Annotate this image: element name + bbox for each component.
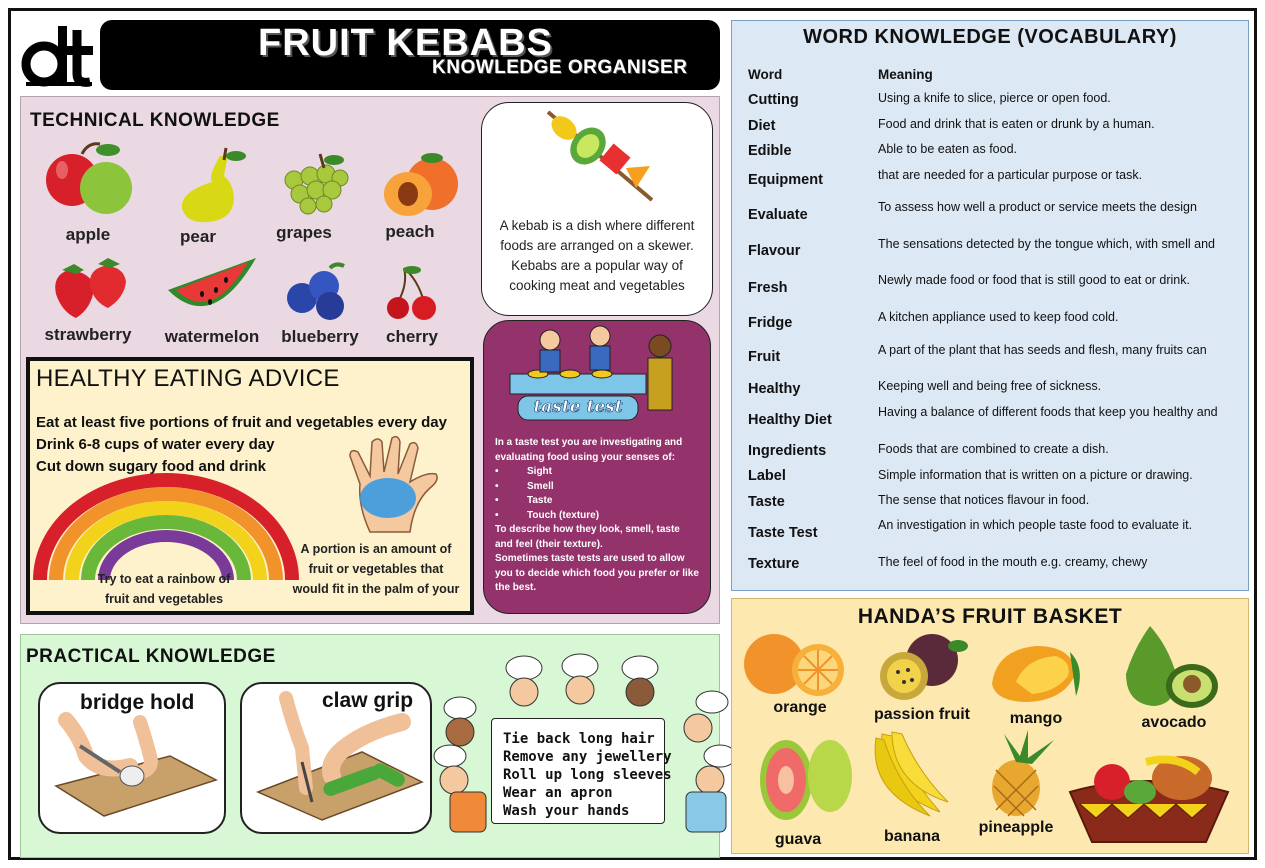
vocab-word: Evaluate xyxy=(748,207,808,223)
page-title: FRUIT KEBABS xyxy=(258,22,553,64)
vocab-meaning: Able to be eaten as food. xyxy=(878,142,1017,156)
fruit-label-mango: mango xyxy=(1009,710,1063,727)
kebab-skewer-icon xyxy=(540,108,670,204)
fruit-label-passion-fruit: passion fruit xyxy=(873,706,970,723)
hygiene-rules-list xyxy=(503,730,672,820)
fruit-basket-icon xyxy=(1066,748,1232,848)
fruit-label-banana: banana xyxy=(883,828,940,845)
healthy-advice-line: Eat at least five portions of fruit and vegetables every day xyxy=(36,414,447,431)
peach-icon xyxy=(380,150,464,220)
orange-icon xyxy=(742,630,848,698)
vocab-meaning: The sensations detected by the tongue which, with smell and xyxy=(878,237,1216,251)
cherry-icon xyxy=(384,264,444,322)
vocab-meaning: The sense that notices flavour in food. xyxy=(878,493,1090,507)
taste-test-intro: In a taste test you are investigating and evaluating food using your senses of: xyxy=(495,437,683,463)
hygiene-rule: Wash your hands xyxy=(503,803,630,819)
practical-heading: PRACTICAL KNOWLEDGE xyxy=(26,646,276,667)
fruit-label-avocado: avocado xyxy=(1141,714,1207,731)
vocab-word: Equipment xyxy=(748,172,823,188)
vocab-word: Cutting xyxy=(748,92,799,108)
vocab-meaning: Keeping well and being free of sickness. xyxy=(878,379,1102,393)
vocab-word: Ingredients xyxy=(748,443,827,459)
technical-heading: TECHNICAL KNOWLEDGE xyxy=(30,110,280,131)
vocab-word: Taste Test xyxy=(748,525,818,541)
vocab-meaning: Using a knife to slice, pierce or open food. xyxy=(878,91,1111,105)
hygiene-rule: Roll up long sleeves xyxy=(503,767,672,783)
vocab-word: Label xyxy=(748,468,786,484)
healthy-heading: HEALTHY EATING ADVICE xyxy=(36,365,340,392)
sense-item: • Smell xyxy=(495,480,554,492)
vocab-meaning: The feel of food in the mouth e.g. creamy, chewy xyxy=(878,555,1148,569)
avocado-icon xyxy=(1120,618,1220,710)
vocab-meaning: Food and drink that is eaten or drunk by a human. xyxy=(878,117,1155,131)
vocab-word: Fruit xyxy=(748,349,781,365)
blueberry-icon xyxy=(280,262,360,322)
taste-test-banner: taste test xyxy=(533,397,623,417)
hygiene-rule: Tie back long hair xyxy=(503,731,655,747)
hygiene-rule: Remove any jewellery xyxy=(503,749,672,765)
sense-item: • Taste xyxy=(495,495,553,506)
healthy-advice-line: Drink 6-8 cups of water every day xyxy=(36,436,275,453)
strawberry-icon xyxy=(48,258,138,320)
fruit-label-blueberry: blueberry xyxy=(281,327,359,346)
hygiene-rule: Wear an apron xyxy=(503,785,613,801)
claw-grip-icon xyxy=(252,692,428,822)
vocab-word: Fresh xyxy=(748,280,788,296)
kebab-description xyxy=(486,216,708,296)
dt-logo-icon xyxy=(22,20,96,88)
fruit-label-grapes: grapes xyxy=(276,223,332,242)
fruit-label-orange: orange xyxy=(773,699,827,716)
vocab-meaning: To assess how well a product or service meets the design xyxy=(878,200,1197,214)
vocab-meaning: An investigation in which people taste food to evaluate it. xyxy=(878,518,1193,532)
vocab-word: Healthy Diet xyxy=(748,412,832,428)
page-subtitle: KNOWLEDGE ORGANISER xyxy=(432,57,688,78)
taste-test-para: To describe how they look, smell, taste and feel (their texture). xyxy=(495,524,680,550)
rainbow-note: Try to eat a rainbow of fruit and vegetables xyxy=(97,572,231,606)
healthy-advice-line: Cut down sugary food and drink xyxy=(36,458,266,475)
taste-test-text xyxy=(495,436,700,596)
fruit-label-strawberry: strawberry xyxy=(44,325,132,344)
kebab-text-line: A kebab is a dish where different xyxy=(499,218,695,233)
fruit-label-apple: apple xyxy=(65,225,111,244)
vocab-meaning: Foods that are combined to create a dish. xyxy=(878,442,1109,456)
kebab-text-line: cooking meat and vegetables xyxy=(509,278,685,293)
vocab-word: Flavour xyxy=(748,243,801,259)
pineapple-icon xyxy=(980,730,1072,818)
vocab-col-word: Word xyxy=(748,67,783,82)
kebab-text-line: Kebabs are a popular way of xyxy=(511,258,683,273)
bridge-hold-icon xyxy=(50,716,220,826)
vocab-word: Texture xyxy=(748,556,800,572)
grapes-icon xyxy=(276,150,356,220)
claw-grip-label: claw grip xyxy=(322,689,414,712)
vocab-meaning: Having a balance of different foods that keep you healthy and xyxy=(878,405,1218,419)
watermelon-icon xyxy=(164,250,260,322)
guava-icon xyxy=(754,732,858,826)
vocab-word: Taste xyxy=(748,494,785,510)
vocab-meaning: Newly made food or food that is still good to eat or drink. xyxy=(878,273,1190,287)
mango-icon xyxy=(986,638,1090,708)
dt-logo xyxy=(22,20,96,88)
pear-icon xyxy=(168,146,248,224)
fruit-label-pineapple: pineapple xyxy=(978,819,1054,836)
palm-hand-icon xyxy=(340,436,446,536)
handa-heading: HANDA’S FRUIT BASKET xyxy=(857,605,1123,628)
fruit-label-guava: guava xyxy=(774,831,822,848)
vocab-word: Fridge xyxy=(748,315,793,331)
fruit-label-pear: pear xyxy=(180,227,216,246)
fruit-label-watermelon: watermelon xyxy=(164,327,260,346)
fruit-label-peach: peach xyxy=(385,222,435,241)
vocab-word: Edible xyxy=(748,143,792,159)
vocab-word: Healthy xyxy=(748,381,801,397)
bridge-hold-label: bridge hold xyxy=(80,691,195,714)
passion-fruit-icon xyxy=(876,632,968,702)
fruit-label-cherry: cherry xyxy=(386,327,438,346)
kebab-text-line: foods are arranged on a skewer. xyxy=(500,238,694,253)
vocab-word: Diet xyxy=(748,118,776,134)
vocabulary-heading: WORD KNOWLEDGE (VOCABULARY) xyxy=(803,26,1177,48)
apple-icon xyxy=(40,138,140,218)
portion-note: A portion is an amount of fruit or vegetables that would fit in the palm of your xyxy=(292,542,460,596)
sense-item: • Touch (texture) xyxy=(495,509,600,521)
vocab-meaning: A part of the plant that has seeds and flesh, many fruits can xyxy=(878,343,1207,357)
banana-icon xyxy=(870,728,952,818)
chef-hat-icon xyxy=(506,656,542,706)
vocab-meaning: Simple information that is written on a picture or drawing. xyxy=(878,468,1193,482)
taste-test-para: Sometimes taste tests are used to allow you to decide which food you prefer or like the best. xyxy=(495,553,699,593)
vocab-meaning: A kitchen appliance used to keep food cold. xyxy=(878,310,1119,324)
vocab-col-meaning: Meaning xyxy=(878,67,933,82)
vocab-meaning: that are needed for a particular purpose or task. xyxy=(878,168,1143,182)
sense-item: • Sight xyxy=(495,466,552,477)
